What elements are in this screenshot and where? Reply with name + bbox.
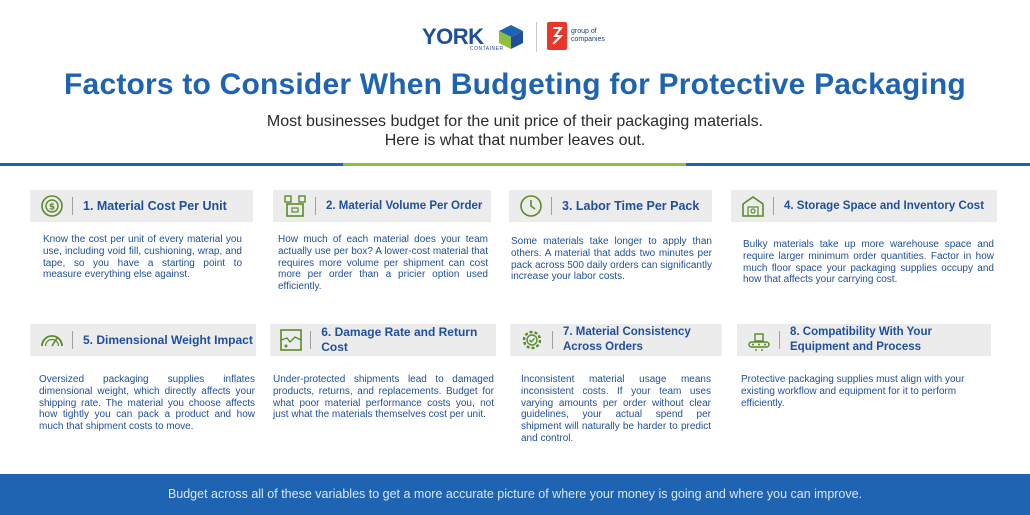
clock-icon [517,192,545,220]
factor-8-title [790,325,932,355]
factor-7-separator [552,331,553,349]
cube-logo-icon [498,24,524,50]
factor-3-separator [551,197,552,215]
factor-7-title-line1: 7. Material Consistency [563,326,691,338]
factor-1-separator [72,197,73,215]
conveyor-icon [745,326,773,354]
factor-3-description: Some materials take longer to apply than others. A material that adds two minutes per pack across 500 daily orders can significantly increase your labor costs. [511,236,712,283]
factor-5-title: 5. Dimensional Weight Impact [83,332,253,347]
factor-2-title: 2. Material Volume Per Order [326,199,483,212]
factor-5-separator [72,331,73,349]
factor-7-description: Inconsistent material usage means inconsistent costs. If your team uses varying amounts per order without clear guidelines, your actual spend per shipment will naturally be harder to predict and control. [521,374,711,444]
factor-4-separator [773,197,774,215]
factor-6-title: 6. Damage Rate and Return Cost [321,325,478,354]
factor-1-title: 1. Material Cost Per Unit [83,198,227,213]
page-title: Factors to Consider When Budgeting for Protective Packaging [64,68,966,101]
footer-text: Budget across all of these variables to get a more accurate picture of where your money is going and where you can improve. [167,487,863,501]
factor-1-description: Know the cost per unit of every material you use, including void fill, cushioning, wrap, and tape, so you have a starting point to measure everything else against. [43,234,242,281]
boxes-icon [281,192,309,220]
york-logo-subtext: CONTAINER [470,46,504,52]
factor-1-header [30,190,253,222]
group-text-line1: group of [571,28,597,35]
money-bag-icon [38,192,66,220]
factor-6-description: Under-protected shipments lead to damaged products, returns, and replacements. Budget for what poor material performance costs you, not just what the materials themselves cost per unit. [273,374,494,421]
factor-6-header [270,324,496,356]
factor-3-title: 3. Labor Time Per Pack [562,198,700,213]
factor-7-title [563,325,691,355]
factor-4-title: 4. Storage Space and Inventory Cost [784,199,985,212]
subtitle-line2: Here is what that number leaves out. [384,132,646,149]
group-text-line2: companies [571,36,605,43]
york-logo-text: YORK [422,24,484,49]
factor-3-header [509,190,712,222]
factor-2-separator [315,197,316,215]
brand-logos [0,22,1030,54]
factor-5-header [30,324,256,356]
factor-8-header [737,324,991,356]
factor-7-title-line2: Across Orders [563,341,643,353]
factor-6-separator [310,331,311,349]
factor-7-header [510,324,722,356]
group-logo-mark-icon [547,22,567,50]
group-logo-text [571,28,605,44]
header-divider-accent [343,163,686,166]
gear-check-icon [518,326,546,354]
factor-4-description: Bulky materials take up more warehouse space and require larger minimum order quantities. Factor in how much floor space your packaging supplies occupy and how that affects your carrying cost. [743,239,994,286]
factor-8-separator [779,331,780,349]
factor-4-header [731,190,997,222]
footer-banner [0,474,1030,515]
svg-text:$: $ [48,202,56,213]
gauge-icon [38,326,66,354]
factor-2-description: How much of each material does your team actually use per box? A lower-cost material that requires more volume per shipment can cost more per order than a pricier option used efficiently. [278,234,488,293]
factor-5-description: Oversized packaging supplies inflates dimensional weight, which directly affects your shipping rate. The material you choose affects how tightly you can pack a product and how much that shipment costs to move. [39,374,255,433]
subtitle-line1: Most businesses budget for the unit price of their packaging materials. [266,113,764,130]
factor-2-header [273,190,491,222]
page-subtitle [0,112,1030,150]
factor-8-description: Protective packaging supplies must align with your existing workflow and equipment for it to perform efficiently. [741,374,965,409]
warehouse-icon [739,192,767,220]
factor-8-title-line1: 8. Compatibility With Your [790,326,932,338]
logo-divider [536,22,537,52]
broken-box-icon [278,326,304,354]
factor-8-title-line2: Equipment and Process [790,341,922,353]
